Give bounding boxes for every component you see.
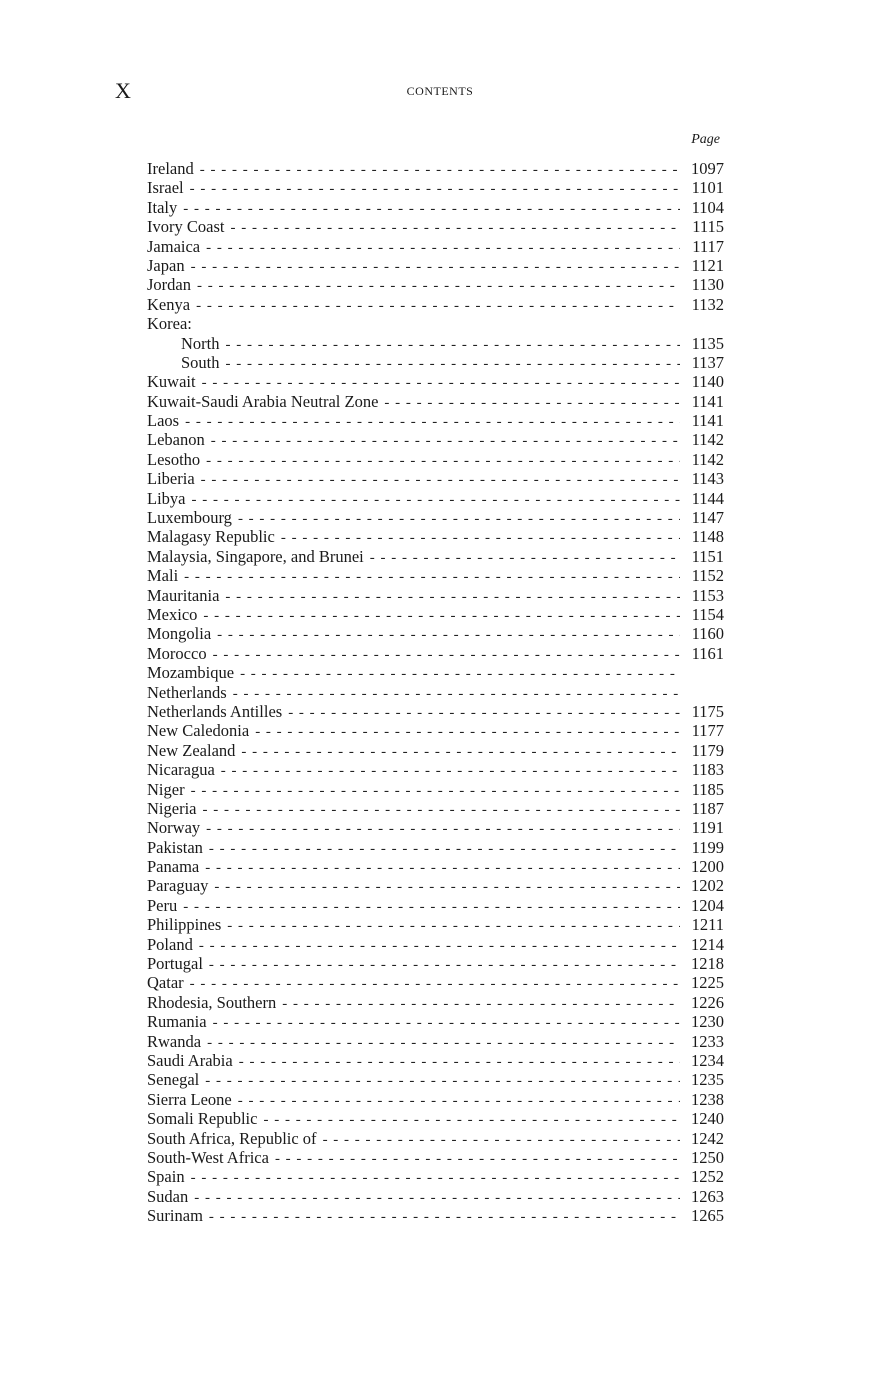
toc-entry <box>147 915 724 934</box>
toc-entry <box>147 314 724 333</box>
toc-entry <box>147 876 724 895</box>
toc-entry-label: New Caledonia <box>147 721 250 741</box>
toc-entry-page-number: 1154 <box>691 604 724 624</box>
toc-entry <box>147 334 724 353</box>
toc-entry-label: Mongolia <box>147 624 212 644</box>
toc-entry-label: Portugal <box>147 954 203 974</box>
toc-entry-label: Kuwait <box>147 372 196 392</box>
toc-entry <box>147 1032 724 1051</box>
toc-entry-page-number: 1141 <box>691 391 724 411</box>
dot-leader <box>214 878 680 897</box>
toc-entry-label: Nicaragua <box>147 760 215 780</box>
toc-entry-label: Mozambique <box>147 663 235 683</box>
toc-entry <box>147 760 724 779</box>
page-column-label: Page <box>691 132 720 147</box>
toc-entry-page-number: 1144 <box>691 488 724 508</box>
dot-leader <box>213 1014 680 1033</box>
toc-entry-page-number: 1104 <box>691 197 724 217</box>
toc-entry <box>147 469 724 488</box>
toc-entry-page-number: 1143 <box>691 469 724 489</box>
toc-entry <box>147 683 724 702</box>
toc-entry-label: Philippines <box>147 915 222 935</box>
toc-entry-page-number: 1142 <box>691 449 724 469</box>
toc-entry-label: Lesotho <box>147 449 201 469</box>
toc-entry-page-number: 1135 <box>691 333 724 353</box>
dot-leader <box>200 161 680 180</box>
table-of-contents <box>147 159 724 1225</box>
toc-entry-label: Niger <box>147 779 185 799</box>
toc-entry <box>147 392 724 411</box>
toc-entry-label: Sudan <box>147 1186 189 1206</box>
dot-leader <box>183 200 680 219</box>
toc-entry-label: Liberia <box>147 469 195 489</box>
toc-entry <box>147 1129 724 1148</box>
toc-entry-page-number: 1161 <box>691 643 724 663</box>
dot-leader <box>202 801 680 820</box>
toc-entry-label: Luxembourg <box>147 508 232 528</box>
toc-entry <box>147 721 724 740</box>
toc-entry-label: Rhodesia, Southern <box>147 992 277 1012</box>
toc-entry-label: North <box>181 333 220 353</box>
toc-entry <box>147 295 724 314</box>
toc-entry <box>147 993 724 1012</box>
toc-entry-label: Lebanon <box>147 430 205 450</box>
toc-entry <box>147 1206 724 1225</box>
toc-entry-label: Jordan <box>147 275 191 295</box>
dot-leader <box>207 1034 680 1053</box>
toc-entry-page-number: 1200 <box>691 857 724 877</box>
toc-entry-label: Poland <box>147 934 193 954</box>
toc-entry <box>147 1070 724 1089</box>
toc-entry-page-number: 1153 <box>691 585 724 605</box>
toc-entry-label: South <box>181 352 220 372</box>
dot-leader <box>227 917 680 936</box>
dot-leader <box>255 723 680 742</box>
toc-entry-page-number: 1132 <box>691 294 724 314</box>
toc-entry-page-number: 1199 <box>691 837 724 857</box>
dot-leader <box>206 239 680 258</box>
toc-entry <box>147 586 724 605</box>
toc-entry-label: Paraguay <box>147 876 209 896</box>
toc-entry-page-number: 1141 <box>691 411 724 431</box>
dot-leader <box>240 665 680 684</box>
toc-entry <box>147 1012 724 1031</box>
toc-entry-label: Libya <box>147 488 186 508</box>
toc-entry <box>147 1051 724 1070</box>
toc-entry-page-number: 1214 <box>691 934 724 954</box>
toc-entry <box>147 741 724 760</box>
toc-entry-page-number: 1140 <box>691 372 724 392</box>
toc-entry-page-number: 1234 <box>691 1050 724 1070</box>
toc-entry-page-number: 1142 <box>691 430 724 450</box>
toc-entry-label: Netherlands Antilles <box>147 701 283 721</box>
dot-leader <box>221 762 680 781</box>
toc-entry <box>147 217 724 236</box>
dot-leader <box>230 219 680 238</box>
toc-entry-page-number: 1185 <box>691 779 724 799</box>
dot-leader <box>209 840 680 859</box>
dot-leader <box>226 355 680 374</box>
toc-entry-page-number: 1242 <box>691 1128 724 1148</box>
toc-entry <box>147 644 724 663</box>
dot-leader <box>191 258 680 277</box>
toc-entry-page-number: 1117 <box>692 236 724 256</box>
toc-entry-label: Netherlands <box>147 682 227 702</box>
dot-leader <box>233 685 680 704</box>
toc-entry-label: South-West Africa <box>147 1147 269 1167</box>
toc-entry <box>147 954 724 973</box>
dot-leader <box>384 394 680 413</box>
toc-entry-page-number: 1187 <box>691 798 724 818</box>
toc-entry <box>147 799 724 818</box>
dot-leader <box>196 297 680 316</box>
toc-entry-page-number: 1160 <box>691 624 724 644</box>
toc-entry <box>147 198 724 217</box>
dot-leader <box>205 1072 680 1091</box>
toc-entry <box>147 353 724 372</box>
toc-entry-page-number: 1137 <box>691 352 724 372</box>
dot-leader <box>192 491 681 510</box>
toc-entry-page-number: 1130 <box>691 275 724 295</box>
dot-leader <box>239 1053 680 1072</box>
toc-entry-page-number: 1238 <box>691 1089 724 1109</box>
toc-entry <box>147 489 724 508</box>
toc-entry <box>147 430 724 449</box>
toc-entry-label: Somali Republic <box>147 1109 258 1129</box>
toc-entry-label: Nigeria <box>147 798 197 818</box>
toc-entry <box>147 973 724 992</box>
dot-leader <box>206 820 680 839</box>
toc-entry <box>147 780 724 799</box>
toc-entry-label: Panama <box>147 857 200 877</box>
dot-leader <box>323 1131 680 1150</box>
toc-entry <box>147 372 724 391</box>
dot-leader <box>191 1169 680 1188</box>
toc-entry <box>147 1148 724 1167</box>
toc-entry-label: Italy <box>147 197 178 217</box>
toc-entry-label: Mali <box>147 566 179 586</box>
running-head: CONTENTS <box>406 84 474 98</box>
dot-leader <box>191 782 680 801</box>
dot-leader <box>238 510 680 529</box>
toc-entry-label: Mauritania <box>147 585 220 605</box>
toc-entry-page-number: 1191 <box>691 818 724 838</box>
toc-entry-page-number: 1179 <box>691 740 724 760</box>
toc-entry <box>147 411 724 430</box>
toc-entry-page-number: 1225 <box>691 973 724 993</box>
dot-leader <box>206 452 680 471</box>
toc-entry <box>147 256 724 275</box>
toc-entry-label: Malaysia, Singapore, and Brunei <box>147 546 364 566</box>
toc-entry-label: Peru <box>147 895 178 915</box>
dot-leader <box>282 995 680 1014</box>
dot-leader <box>184 568 680 587</box>
toc-entry-label: Korea: <box>147 314 192 334</box>
toc-entry-label: Morocco <box>147 643 207 663</box>
toc-entry <box>147 527 724 546</box>
toc-entry-page-number: 1235 <box>691 1070 724 1090</box>
dot-leader <box>238 1092 680 1111</box>
dot-leader <box>209 1208 680 1227</box>
toc-entry <box>147 1090 724 1109</box>
toc-entry-label: Spain <box>147 1167 185 1187</box>
toc-entry-label: New Zealand <box>147 740 236 760</box>
dot-leader <box>226 336 681 355</box>
dot-leader <box>203 607 680 626</box>
dot-leader <box>241 743 680 762</box>
toc-entry-page-number: 1175 <box>691 701 724 721</box>
dot-leader <box>275 1150 680 1169</box>
toc-entry-page-number: 1177 <box>691 721 724 741</box>
toc-entry <box>147 1167 724 1186</box>
toc-entry-page-number: 1263 <box>691 1186 724 1206</box>
dot-leader <box>201 471 680 490</box>
toc-entry <box>147 624 724 643</box>
toc-entry-page-number: 1147 <box>691 508 724 528</box>
toc-entry <box>147 663 724 682</box>
toc-entry-label: Israel <box>147 178 184 198</box>
toc-entry-label: South Africa, Republic of <box>147 1128 317 1148</box>
toc-entry-label: Saudi Arabia <box>147 1050 233 1070</box>
toc-entry <box>147 857 724 876</box>
toc-entry <box>147 508 724 527</box>
toc-entry <box>147 566 724 585</box>
toc-entry-page-number: 1152 <box>691 566 724 586</box>
dot-leader <box>213 646 680 665</box>
toc-entry-page-number: 1226 <box>691 992 724 1012</box>
dot-leader <box>199 937 680 956</box>
toc-entry-page-number: 1202 <box>691 876 724 896</box>
dot-leader <box>209 956 680 975</box>
toc-entry <box>147 702 724 721</box>
dot-leader <box>211 432 680 451</box>
toc-entry-label: Norway <box>147 818 201 838</box>
toc-entry <box>147 450 724 469</box>
toc-entry <box>147 159 724 178</box>
toc-entry-page-number: 1121 <box>691 255 724 275</box>
dot-leader <box>190 180 680 199</box>
toc-entry-label: Pakistan <box>147 837 203 857</box>
toc-entry-page-number: 1204 <box>691 895 724 915</box>
dot-leader <box>225 588 680 607</box>
toc-entry-label: Surinam <box>147 1206 203 1226</box>
dot-leader <box>263 1111 680 1130</box>
toc-entry-page-number: 1211 <box>691 915 724 935</box>
toc-entry <box>147 275 724 294</box>
toc-entry-label: Senegal <box>147 1070 200 1090</box>
toc-entry-page-number: 1148 <box>691 527 724 547</box>
toc-entry <box>147 605 724 624</box>
toc-entry <box>147 896 724 915</box>
toc-entry-label: Qatar <box>147 973 184 993</box>
toc-entry-label: Laos <box>147 411 180 431</box>
page-number: X <box>115 78 131 103</box>
toc-entry-label: Kuwait-Saudi Arabia Neutral Zone <box>147 391 379 411</box>
dot-leader <box>217 626 680 645</box>
toc-entry-page-number: 1115 <box>692 217 724 237</box>
toc-entry-page-number: 1101 <box>691 178 724 198</box>
toc-entry-label: Mexico <box>147 604 198 624</box>
toc-entry <box>147 547 724 566</box>
dot-leader <box>370 549 680 568</box>
toc-entry-label: Japan <box>147 255 185 275</box>
toc-entry <box>147 1187 724 1206</box>
toc-entry-page-number: 1252 <box>691 1167 724 1187</box>
dot-leader <box>185 413 680 432</box>
toc-entry-page-number: 1233 <box>691 1031 724 1051</box>
toc-entry-page-number: 1240 <box>691 1109 724 1129</box>
toc-entry <box>147 935 724 954</box>
toc-entry-label: Ivory Coast <box>147 217 225 237</box>
toc-entry-page-number: 1097 <box>691 159 724 178</box>
dot-leader <box>194 1189 680 1208</box>
toc-entry-page-number: 1183 <box>691 760 724 780</box>
toc-entry <box>147 1109 724 1128</box>
toc-entry <box>147 838 724 857</box>
toc-entry-label: Jamaica <box>147 236 201 256</box>
toc-entry <box>147 237 724 256</box>
toc-entry-label: Rwanda <box>147 1031 202 1051</box>
dot-leader <box>288 704 680 723</box>
dot-leader <box>183 898 680 917</box>
toc-entry-label: Malagasy Republic <box>147 527 275 547</box>
toc-entry-label: Sierra Leone <box>147 1089 232 1109</box>
toc-entry-label: Ireland <box>147 159 194 178</box>
toc-entry-page-number: 1250 <box>691 1147 724 1167</box>
toc-entry-page-number: 1230 <box>691 1012 724 1032</box>
dot-leader <box>205 859 680 878</box>
toc-entry-label: Rumania <box>147 1012 207 1032</box>
dot-leader <box>197 277 680 296</box>
toc-entry-page-number: 1265 <box>691 1206 724 1226</box>
toc-entry-page-number: 1151 <box>691 546 724 566</box>
toc-entry <box>147 818 724 837</box>
toc-entry <box>147 178 724 197</box>
toc-entry-label: Kenya <box>147 294 191 314</box>
toc-entry-page-number: 1218 <box>691 954 724 974</box>
